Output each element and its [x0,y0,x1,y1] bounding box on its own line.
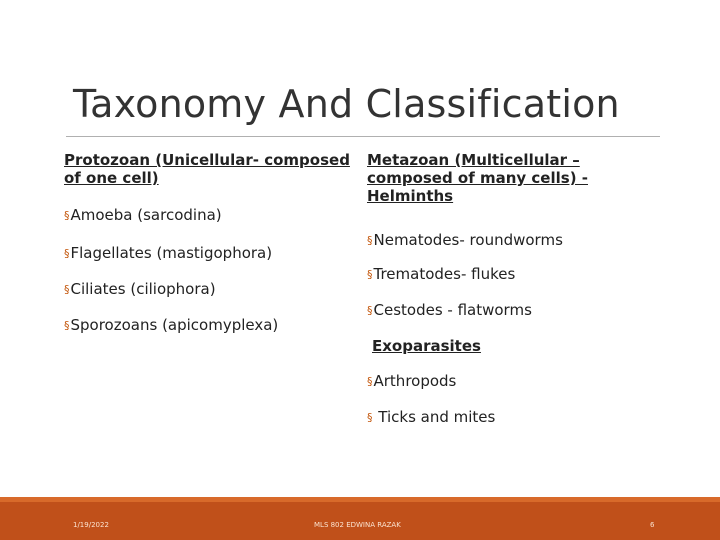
bullet-text: Cestodes - flatworms [373,301,532,319]
bullet-flagellates [64,244,272,262]
bullet-marker: § [64,319,70,332]
bullet-cestodes [367,301,532,319]
page-number: 6 [650,521,655,529]
bullet-marker: § [367,304,373,317]
bullet-sporozoans [64,316,278,334]
bullet-text: Sporozoans (apicomyplexa) [70,316,279,334]
bullet-ticks-mites [367,408,495,426]
bullet-text: Ticks and mites [373,408,496,426]
protozoan-heading: Protozoan (Unicellular- composed of one cell) [64,151,350,187]
exoparasites-heading: Exoparasites [372,337,481,355]
bullet-nematodes [367,231,563,249]
right-column [367,151,607,205]
bullet-text: Trematodes- flukes [373,265,516,283]
footer-author: MLS 802 EDWINA RAZAK [314,521,401,529]
slide-title: Taxonomy And Classification [73,82,620,126]
bullet-text: Arthropods [373,372,457,390]
bullet-text: Flagellates (mastigophora) [70,244,273,262]
bullet-text: Amoeba (sarcodina) [70,206,222,224]
footer-accent-strip [0,497,720,502]
bullet-text: Nematodes- roundworms [373,231,563,249]
bullet-marker: § [64,209,70,222]
bullet-trematodes [367,265,515,283]
bullet-marker: § [367,375,373,388]
bullet-text: Ciliates (ciliophora) [70,280,216,298]
bullet-arthropods [367,372,456,390]
title-divider [66,136,660,137]
footer-date: 1/19/2022 [73,521,109,529]
metazoan-heading: Metazoan (Multicellular – composed of many cells) - Helminths [367,151,588,205]
bullet-marker: § [367,411,373,424]
bullet-marker: § [367,234,373,247]
bullet-ciliates [64,280,216,298]
footer-bar [0,497,720,540]
bullet-marker: § [64,283,70,296]
bullet-marker: § [367,268,373,281]
bullet-marker: § [64,247,70,260]
bullet-amoeba [64,206,222,224]
left-column [64,151,354,187]
